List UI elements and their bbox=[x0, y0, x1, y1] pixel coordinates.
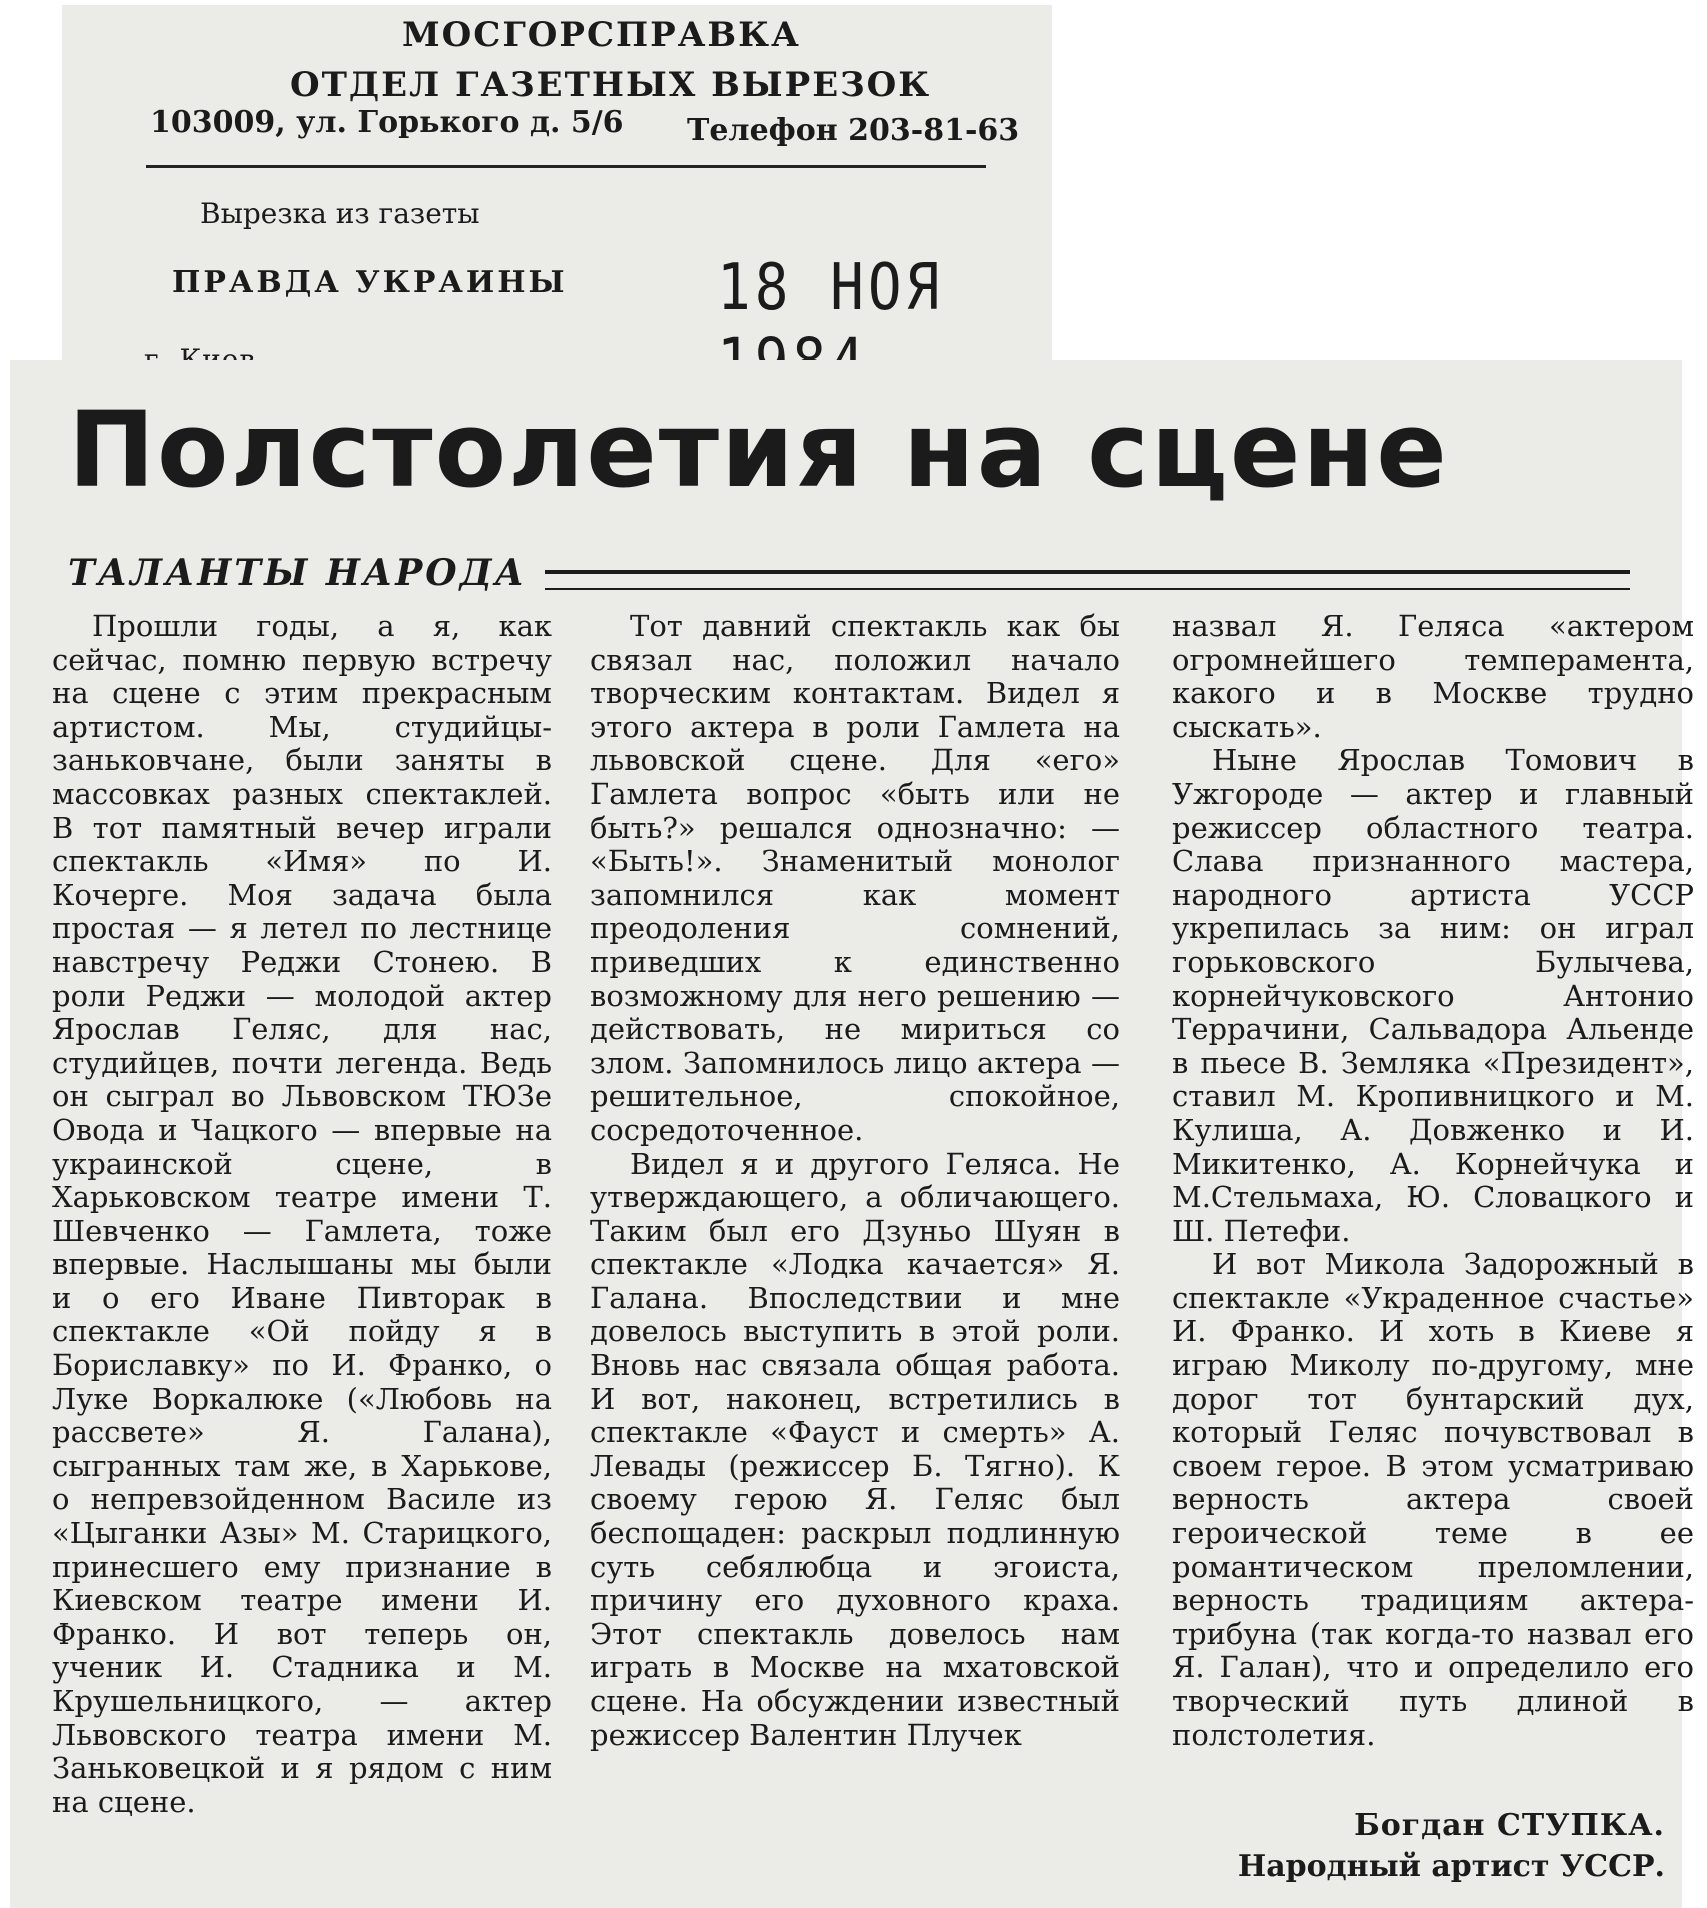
clip-date: 18 НОЯ bbox=[717, 250, 944, 325]
agency-address: 103009, ул. Горького д. 5/6 bbox=[150, 105, 624, 140]
agency-name: МОСГОРСПРАВКА bbox=[402, 15, 801, 55]
author-title: Народный артист УССР. bbox=[1237, 1849, 1665, 1884]
article bbox=[10, 360, 1694, 1908]
article-headline: Полстолетия на сцене bbox=[68, 389, 1449, 511]
clipping-stamp bbox=[62, 5, 1052, 365]
author-name: Богдан СТУПКА. bbox=[1354, 1808, 1665, 1843]
stamp-divider bbox=[146, 165, 986, 168]
paragraph: И вот Микола Задорожный в спектакле «Украденное счастье» И. Франко. И хоть в Киеве я играю Миколу по-другому, мне дорог тот бунтарский дух, который Геляс почувствовал в своем герое. В этом усматриваю верность актера своей героической теме в ее романтическом преломлении, верность традициям актера-трибуна (так когда-то назвал его Я. Галан), что и определило его творческий путь длиной в полстолетия. bbox=[1172, 1247, 1694, 1752]
section-heading: ТАЛАНТЫ НАРОДА bbox=[68, 552, 527, 594]
article-column-2 bbox=[590, 610, 1120, 1752]
paragraph: Видел я и другого Геляса. Не утверждающего, а обличающего. Таким был его Дзуньо Шуян в спектакле «Лодка качается» Я. Галана. Впоследствии и мне довелось выступить в этой роли. Вновь нас связала общая работа. И вот, наконец, встретились в спектакле «Фауст и смерть» А. Левады (режиссер Б. Тягно). К своему герою Я. Геляс был беспощаден: раскрыл подлинную суть себялюбца и эгоиста, причину его духовного краха. Этот спектакль довелось нам играть в Москве на мхатовской сцене. На обсуждении известный режиссер Валентин Плучек bbox=[590, 1146, 1120, 1752]
article-column-1 bbox=[52, 610, 552, 1819]
paragraph: назвал Я. Геляса «актером огромнейшего темперамента, какого и в Москве трудно сыскать». bbox=[1172, 609, 1694, 744]
department-name: ОТДЕЛ ГАЗЕТНЫХ ВЫРЕЗОК bbox=[290, 65, 932, 105]
article-column-3 bbox=[1172, 610, 1694, 1752]
paragraph: Ныне Ярослав Томович в Ужгороде — актер и главный режиссер областного театра. Слава признанного мастера, народного артиста УССР укрепилась за ним: он играл горьковского Булычева, корнейчуковского Антонио Террачини, Сальвадора Альенде в пьесе В. Земляка «Президент», ставил М. Кропивницкого и М. Кулиша, А. Довженко и И. Микитенко, А. Корнейчука и М.Стельмаха, Ю. Словацкого и Ш. Петефи. bbox=[1172, 743, 1694, 1248]
author-signature bbox=[1225, 1808, 1665, 1884]
paragraph: Тот давний спектакль как бы связал нас, положил начало творческим контактам. Видел я этого актера в роли Гамлета на львовской сцене. Для «его» Гамлета вопрос «быть или не быть?» решался однозначно: — «Быть!». Знаменитый монолог запомнился как момент преодоления сомнений, приведших к единственно возможному для него решению — действовать, не мириться со злом. Запомнилось лицо актера — решительное, спокойное, сосредоточенное. bbox=[590, 609, 1120, 1147]
agency-phone: Телефон 203-81-63 bbox=[687, 113, 1020, 148]
section-rule bbox=[545, 570, 1630, 590]
newspaper-name: ПРАВДА УКРАИНЫ bbox=[172, 265, 568, 300]
clip-source-label: Вырезка из газеты bbox=[200, 197, 480, 230]
paragraph: Прошли годы, а я, как сейчас, помню первую встречу на сцене с этим прекрасным артистом. Мы, студийцы-заньковчане, были заняты в массовках разных спектаклей. В тот памятный вечер играли спектакль «Имя» по И. Кочерге. Моя задача была простая — я летел по лестнице навстречу Реджи Стонею. В роли Реджи — молодой актер Ярослав Геляс, для нас, студийцев, почти легенда. Ведь он сыграл во Львовском ТЮЗе Овода и Чацкого — впервые на украинской сцене, в Харьковском театре имени Т. Шевченко — Гамлета, тоже впервые. Наслышаны мы были и о его Иване Пивторак в спектакле «Ой пойду я в Бориславку» по И. Франко, о Луке Воркалюке («Любовь на рассвете» Я. Галана), сыгранных там же, в Харькове, о непревзойденном Василе из «Цыганки Азы» М. Старицкого, принесшего ему признание в Киевском театре имени И. Франко. И вот теперь он, ученик И. Стадника и М. Крушельницкого, — актер Львовского театра имени М. Заньковецкой и я рядом с ним на сцене. bbox=[52, 609, 552, 1819]
